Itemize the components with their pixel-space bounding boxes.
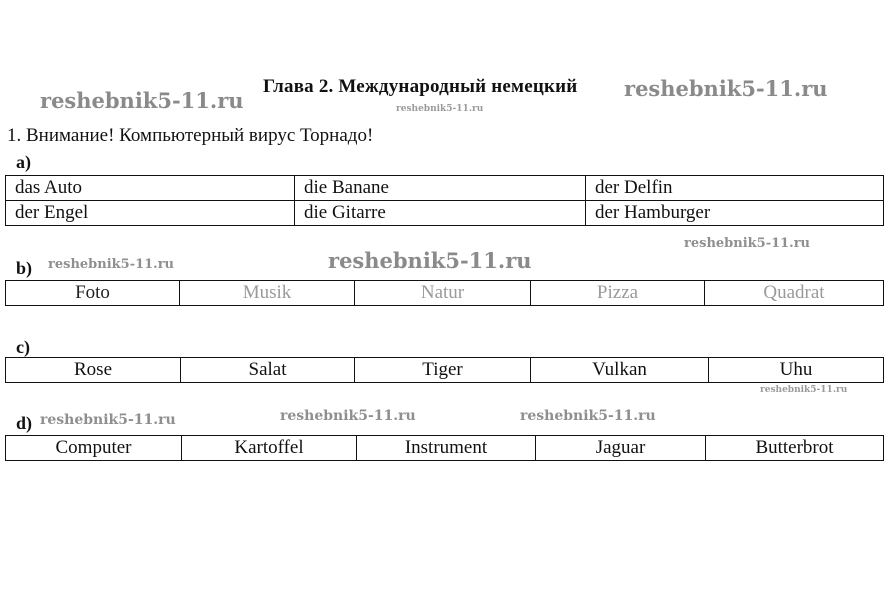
table-cell: der Engel (6, 201, 295, 226)
table-cell: Butterbrot (706, 436, 884, 461)
table-cell: Instrument (357, 436, 536, 461)
table-b (5, 280, 884, 306)
section-label-a: a) (16, 152, 31, 172)
table-row (6, 281, 884, 306)
watermark: reshebnik5-11.ru (520, 408, 656, 424)
watermark: reshebnik5-11.ru (684, 236, 811, 251)
watermark: reshebnik5-11.ru (280, 408, 416, 424)
table-row (6, 436, 884, 461)
chapter-title: Глава 2. Международный немецкий (263, 76, 578, 97)
table-cell: Natur (355, 281, 531, 306)
table-cell: Tiger (355, 358, 531, 383)
table-cell: der Hamburger (586, 201, 884, 226)
watermark: reshebnik5-11.ru (396, 104, 484, 114)
table-cell: Salat (181, 358, 355, 383)
watermark: reshebnik5-11.ru (40, 412, 176, 428)
table-cell: Computer (6, 436, 182, 461)
table-cell: das Auto (6, 176, 295, 201)
table-a (5, 175, 884, 226)
table-row (6, 358, 884, 383)
table-cell: die Gitarre (295, 201, 586, 226)
section-label-c: c) (16, 337, 30, 357)
watermark: reshebnik5-11.ru (328, 248, 532, 273)
table-cell: Jaguar (536, 436, 706, 461)
table-cell: Rose (6, 358, 181, 383)
table-c (5, 357, 884, 383)
table-cell: Foto (6, 281, 180, 306)
table-cell: Pizza (531, 281, 705, 306)
watermark: reshebnik5-11.ru (624, 76, 828, 101)
table-cell: Kartoffel (182, 436, 357, 461)
watermark: reshebnik5-11.ru (40, 88, 244, 113)
table-d (5, 435, 884, 461)
section-label-d: d) (16, 413, 33, 433)
watermark: reshebnik5-11.ru (760, 385, 848, 395)
watermark: reshebnik5-11.ru (48, 257, 175, 272)
task-title: 1. Внимание! Компьютерный вирус Торнадо! (7, 125, 374, 146)
table-cell: die Banane (295, 176, 586, 201)
table-cell: der Delfin (586, 176, 884, 201)
table-cell: Uhu (709, 358, 884, 383)
table-cell: Musik (180, 281, 355, 306)
section-label-b: b) (16, 258, 33, 278)
table-cell: Quadrat (705, 281, 884, 306)
table-cell: Vulkan (531, 358, 709, 383)
table-row (6, 176, 884, 201)
table-row (6, 201, 884, 226)
